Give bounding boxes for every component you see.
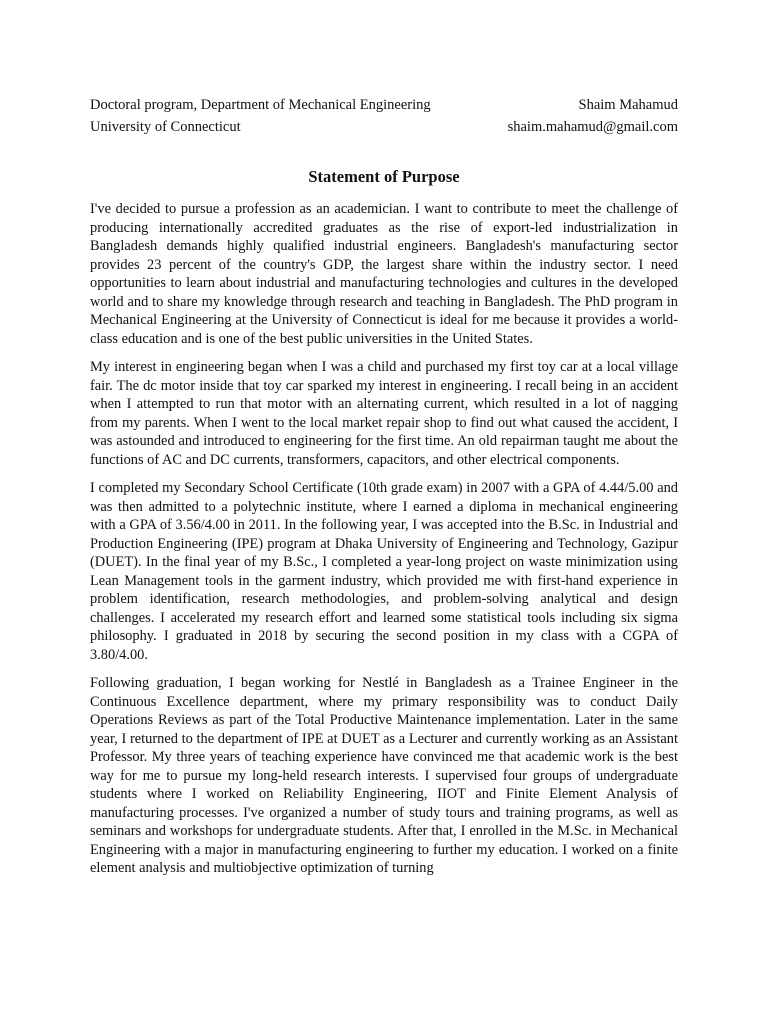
paragraph: Following graduation, I began working for Nestlé in Bangladesh as a Trainee Engineer in the Continuous Excellence department, where my primary responsibility was to conduct Daily Operations Reviews as part of the Total Productive Maintenance implementation. Later in the same year, I returned to the department of IPE at DUET as a Lecturer and currently working as an Assistant Professor. My three years of teaching experience have convinced me that academic work is the best way for me to pursue my long-held research interests. I supervised four groups of undergraduate students where I worked on Reliability Engineering, IIOT and Finite Element Analysis of manufacturing processes. I've organized a number of study tours and training programs, as well as seminars and workshops for undergraduate students. After that, I enrolled in the M.Sc. in Mechanical Engineering with a major in manufacturing engineering to further my education. I worked on a finite element analysis and multiobjective optimization of turning bbox=[90, 675, 678, 876]
header-row-1 bbox=[90, 94, 678, 116]
author-name: Shaim Mahamud bbox=[578, 97, 678, 113]
document-title: Statement of Purpose bbox=[308, 167, 460, 186]
document-page bbox=[90, 94, 678, 888]
paragraph: I've decided to pursue a profession as an academician. I want to contribute to meet the challenge of producing internationally accredited graduates as the rise of export-led industrialization in Bangladesh demands highly qualified industrial engineers. Bangladesh's manufacturing sector provides 23 percent of the country's GDP, the largest share within the industry sector. I need opportunities to learn about industrial and manufacturing technologies and cultures in the developed world and to share my knowledge through research and teaching in Bangladesh. The PhD program in Mechanical Engineering at the University of Connecticut is ideal for me because it provides a world-class education and is one of the best public universities in the United States. bbox=[90, 201, 678, 347]
program-line: Doctoral program, Department of Mechanical Engineering bbox=[90, 97, 431, 113]
author-email: shaim.mahamud@gmail.com bbox=[507, 119, 678, 135]
paragraph: I completed my Secondary School Certificate (10th grade exam) in 2007 with a GPA of 4.44/5.00 and was then admitted to a polytechnic institute, where I earned a diploma in mechanical engineering with a GPA of 3.56/4.00 in 2011. In the following year, I was accepted into the B.Sc. in Industrial and Production Engineering (IPE) program at Dhaka University of Engineering and Technology, Gazipur (DUET). In the final year of my B.Sc., I completed a year-long project on waste minimization using Lean Management tools in the garment industry, which provided me with first-hand experience in problem identification, research methodologies, and problem-solving analytical and design challenges. I accelerated my research effort and learned some statistical tools including six sigma philosophy. I graduated in 2018 by securing the second position in my class with a CGPA of 3.80/4.00. bbox=[90, 480, 678, 663]
paragraph: My interest in engineering began when I was a child and purchased my first toy car at a local village fair. The dc motor inside that toy car sparked my interest in engineering. I recall being in an accident when I attempted to run that motor with an alternating current, which resulted in a lot of nagging from my parents. When I went to the local market repair shop to find out what caused the accident, I was astounded and introduced to engineering for the first time. An old repairman taught me about the functions of AC and DC currents, transformers, capacitors, and other electrical components. bbox=[90, 359, 678, 468]
university-line: University of Connecticut bbox=[90, 119, 241, 135]
header-row-2 bbox=[90, 116, 678, 138]
